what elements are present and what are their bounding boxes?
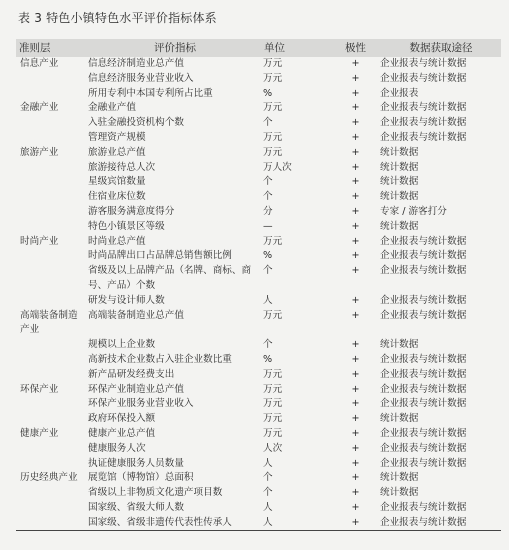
cell-polarity: + xyxy=(351,309,360,321)
cell-source: 企业报表与统计数据 xyxy=(380,250,467,262)
cell-criteria xyxy=(16,87,86,102)
cell-unit: % xyxy=(263,250,273,262)
cell-indicator: 星级宾馆数量 xyxy=(88,176,146,188)
cell-polarity: + xyxy=(351,487,360,499)
cell-polarity: + xyxy=(351,353,360,365)
table-row xyxy=(16,175,501,190)
cell-indicator: 信息经济服务业营业收入 xyxy=(88,72,194,84)
cell-criteria: 时尚产业 xyxy=(20,235,59,247)
cell-indicator: 研发与设计师人数 xyxy=(88,294,165,306)
cell-criteria xyxy=(16,442,86,457)
table-row xyxy=(16,57,501,72)
cell-unit: 万元 xyxy=(263,131,283,143)
cell-source: 统计数据 xyxy=(380,472,419,484)
table-row xyxy=(16,235,501,250)
cell-polarity: + xyxy=(351,102,360,114)
cell-criteria xyxy=(16,457,86,472)
cell-source: 专家 / 游客打分 xyxy=(380,205,447,217)
table-row xyxy=(16,264,501,294)
cell-polarity: + xyxy=(351,516,360,528)
cell-polarity: + xyxy=(351,117,360,129)
table-row xyxy=(16,101,501,116)
cell-unit: 个 xyxy=(263,191,273,203)
cell-unit: 万元 xyxy=(263,146,283,158)
cell-unit: 万元 xyxy=(263,398,283,410)
cell-indicator: 国家级、省级大师人数 xyxy=(88,501,184,513)
header-polarity: 极性 xyxy=(345,42,366,54)
cell-source: 企业报表与统计数据 xyxy=(380,58,467,69)
cell-unit: 万元 xyxy=(263,309,283,321)
header-indicator: 评价指标 xyxy=(154,42,196,54)
cell-unit: 个 xyxy=(263,487,273,499)
cell-criteria: 健康产业 xyxy=(20,427,59,439)
cell-polarity: + xyxy=(351,72,360,84)
table-row xyxy=(16,294,501,309)
table-row xyxy=(16,427,501,442)
cell-criteria xyxy=(16,264,86,294)
cell-polarity: + xyxy=(351,191,360,203)
table-row xyxy=(16,457,501,472)
cell-source: 统计数据 xyxy=(380,176,419,188)
table-header xyxy=(16,39,501,57)
table-row xyxy=(16,249,501,264)
cell-unit: 个 xyxy=(263,265,273,277)
cell-polarity: + xyxy=(351,131,360,143)
cell-source: 企业报表与统计数据 xyxy=(380,383,467,395)
cell-source: 企业报表与统计数据 xyxy=(380,516,467,528)
cell-indicator: 时尚品牌出口占品牌总销售额比例 xyxy=(88,250,232,262)
table-row xyxy=(16,72,501,87)
cell-indicator: 健康服务人次 xyxy=(88,442,146,454)
cell-criteria xyxy=(16,161,86,176)
cell-criteria xyxy=(16,501,86,516)
cell-polarity: + xyxy=(351,368,360,380)
cell-polarity: + xyxy=(351,339,360,351)
table-bottom-rule xyxy=(16,530,501,531)
table-row xyxy=(16,116,501,131)
cell-source: 企业报表与统计数据 xyxy=(380,398,467,410)
cell-unit: 个 xyxy=(263,176,273,188)
cell-unit: 个 xyxy=(263,339,273,351)
cell-indicator: 环保产业服务业营业收入 xyxy=(88,398,194,410)
cell-criteria xyxy=(16,205,86,220)
cell-indicator: 规模以上企业数 xyxy=(88,339,156,351)
table-row xyxy=(16,471,501,486)
table-row xyxy=(16,368,501,383)
cell-unit: — xyxy=(263,220,273,232)
cell-criteria: 历史经典产业 xyxy=(20,472,78,484)
cell-source: 企业报表与统计数据 xyxy=(380,235,467,247)
cell-source: 统计数据 xyxy=(380,339,419,351)
cell-source: 统计数据 xyxy=(380,146,419,158)
cell-criteria: 金融产业 xyxy=(20,102,59,114)
header-criteria: 准则层 xyxy=(19,42,51,54)
table-row xyxy=(16,442,501,457)
cell-indicator: 特色小镇景区等级 xyxy=(88,220,165,232)
cell-indicator: 旅游业总产值 xyxy=(88,146,146,158)
cell-unit: 人 xyxy=(263,501,273,513)
cell-polarity: + xyxy=(351,427,360,439)
cell-unit: 个 xyxy=(263,117,273,129)
cell-polarity: + xyxy=(351,220,360,232)
cell-unit: 万元 xyxy=(263,72,283,84)
cell-indicator: 游客服务满意度得分 xyxy=(88,205,175,217)
table-row xyxy=(16,486,501,501)
header-source: 数据获取途径 xyxy=(409,42,473,54)
cell-indicator: 健康产业总产值 xyxy=(88,427,156,439)
cell-indicator: 省级及以上品牌产品（名牌、商标、商号、产品）个数 xyxy=(88,265,252,291)
cell-unit: 万元 xyxy=(263,58,283,69)
cell-polarity: + xyxy=(351,294,360,306)
cell-unit: 万元 xyxy=(263,427,283,439)
header-row xyxy=(16,39,501,57)
table-row xyxy=(16,383,501,398)
cell-criteria xyxy=(16,338,86,353)
cell-indicator: 国家级、省级非遗传代表性传承人 xyxy=(88,516,232,528)
cell-unit: 人 xyxy=(263,294,273,306)
cell-criteria: 旅游产业 xyxy=(20,146,59,158)
cell-polarity: + xyxy=(351,383,360,395)
cell-polarity: + xyxy=(351,146,360,158)
table-row xyxy=(16,397,501,412)
cell-criteria: 信息产业 xyxy=(20,58,59,69)
table-row xyxy=(16,353,501,368)
cell-unit: 个 xyxy=(263,472,273,484)
cell-indicator: 信息经济制造业总产值 xyxy=(88,58,184,69)
cell-indicator: 高端装备制造业总产值 xyxy=(88,309,184,321)
cell-criteria: 环保产业 xyxy=(20,383,59,395)
cell-unit: % xyxy=(263,87,273,99)
cell-source: 企业报表与统计数据 xyxy=(380,117,467,129)
table-row xyxy=(16,161,501,176)
table-row xyxy=(16,131,501,146)
cell-indicator: 旅游接待总人次 xyxy=(88,161,156,173)
cell-polarity: + xyxy=(351,235,360,247)
cell-source: 统计数据 xyxy=(380,413,419,425)
cell-criteria xyxy=(16,131,86,146)
table-row xyxy=(16,220,501,235)
cell-source: 企业报表与统计数据 xyxy=(380,442,467,454)
cell-indicator: 政府环保投入额 xyxy=(88,413,156,425)
indicator-table xyxy=(16,39,501,531)
cell-criteria xyxy=(16,190,86,205)
cell-source: 统计数据 xyxy=(380,487,419,499)
cell-unit: 万元 xyxy=(263,368,283,380)
cell-source: 企业报表与统计数据 xyxy=(380,501,467,513)
cell-unit: % xyxy=(263,353,273,365)
table-row xyxy=(16,516,501,531)
cell-source: 企业报表与统计数据 xyxy=(380,309,467,321)
cell-polarity: + xyxy=(351,205,360,217)
table-row xyxy=(16,338,501,353)
cell-indicator: 时尚业总产值 xyxy=(88,235,146,247)
cell-indicator: 入驻金融投资机构个数 xyxy=(88,117,184,129)
cell-criteria xyxy=(16,486,86,501)
table-row xyxy=(16,309,501,339)
cell-indicator: 环保产业制造业总产值 xyxy=(88,383,184,395)
cell-unit: 人次 xyxy=(263,442,283,454)
cell-indicator: 住宿业床位数 xyxy=(88,191,146,203)
cell-criteria xyxy=(16,294,86,309)
cell-source: 统计数据 xyxy=(380,161,419,173)
cell-source: 企业报表与统计数据 xyxy=(380,265,467,277)
cell-source: 统计数据 xyxy=(380,220,419,232)
cell-unit: 万元 xyxy=(263,413,283,425)
cell-polarity: + xyxy=(351,87,360,99)
cell-indicator: 省级以上非物质文化遗产项目数 xyxy=(88,487,223,499)
cell-polarity: + xyxy=(351,413,360,425)
cell-polarity: + xyxy=(351,161,360,173)
cell-polarity: + xyxy=(351,58,360,69)
cell-unit: 分 xyxy=(263,205,273,217)
table-title: 表 3 特色小镇特色水平评价指标体系 xyxy=(18,11,217,25)
cell-criteria xyxy=(16,353,86,368)
cell-source: 企业报表与统计数据 xyxy=(380,294,467,306)
cell-criteria xyxy=(16,516,86,531)
cell-indicator: 管理资产规模 xyxy=(88,131,146,143)
cell-indicator: 金融业产值 xyxy=(88,102,136,114)
cell-polarity: + xyxy=(351,265,360,277)
cell-unit: 万元 xyxy=(263,102,283,114)
table-row xyxy=(16,146,501,161)
cell-source: 企业报表与统计数据 xyxy=(380,131,467,143)
cell-unit: 万元 xyxy=(263,235,283,247)
cell-criteria xyxy=(16,72,86,87)
cell-source: 企业报表与统计数据 xyxy=(380,102,467,114)
cell-criteria xyxy=(16,116,86,131)
cell-polarity: + xyxy=(351,501,360,513)
cell-criteria xyxy=(16,368,86,383)
cell-indicator: 所用专利中本国专利所占比重 xyxy=(88,87,213,99)
cell-polarity: + xyxy=(351,472,360,484)
cell-indicator: 展览馆（博物馆）总面积 xyxy=(88,472,194,484)
cell-criteria xyxy=(16,397,86,412)
cell-unit: 人 xyxy=(263,516,273,528)
cell-source: 企业报表与统计数据 xyxy=(380,457,467,469)
cell-source: 企业报表与统计数据 xyxy=(380,72,467,84)
table-row xyxy=(16,501,501,516)
cell-source: 统计数据 xyxy=(380,191,419,203)
cell-source: 企业报表与统计数据 xyxy=(380,353,467,365)
cell-polarity: + xyxy=(351,457,360,469)
cell-polarity: + xyxy=(351,176,360,188)
cell-source: 企业报表 xyxy=(380,87,419,99)
table-row xyxy=(16,412,501,427)
table-body xyxy=(16,57,501,531)
cell-indicator: 执证健康服务人员数量 xyxy=(88,457,184,469)
cell-source: 企业报表与统计数据 xyxy=(380,427,467,439)
cell-criteria xyxy=(16,412,86,427)
cell-criteria: 高端装备制造产业 xyxy=(20,309,78,336)
header-unit: 单位 xyxy=(264,42,285,54)
cell-criteria xyxy=(16,175,86,190)
cell-polarity: + xyxy=(351,250,360,262)
table-row xyxy=(16,205,501,220)
cell-polarity: + xyxy=(351,398,360,410)
table-row xyxy=(16,87,501,102)
cell-criteria xyxy=(16,249,86,264)
cell-polarity: + xyxy=(351,442,360,454)
cell-unit: 万元 xyxy=(263,383,283,395)
cell-indicator: 新产品研发经费支出 xyxy=(88,368,175,380)
cell-source: 企业报表与统计数据 xyxy=(380,368,467,380)
cell-unit: 人 xyxy=(263,457,273,469)
cell-criteria xyxy=(16,220,86,235)
table-row xyxy=(16,190,501,205)
cell-indicator: 高新技术企业数占入驻企业数比重 xyxy=(88,353,232,365)
cell-unit: 万人次 xyxy=(263,161,292,173)
